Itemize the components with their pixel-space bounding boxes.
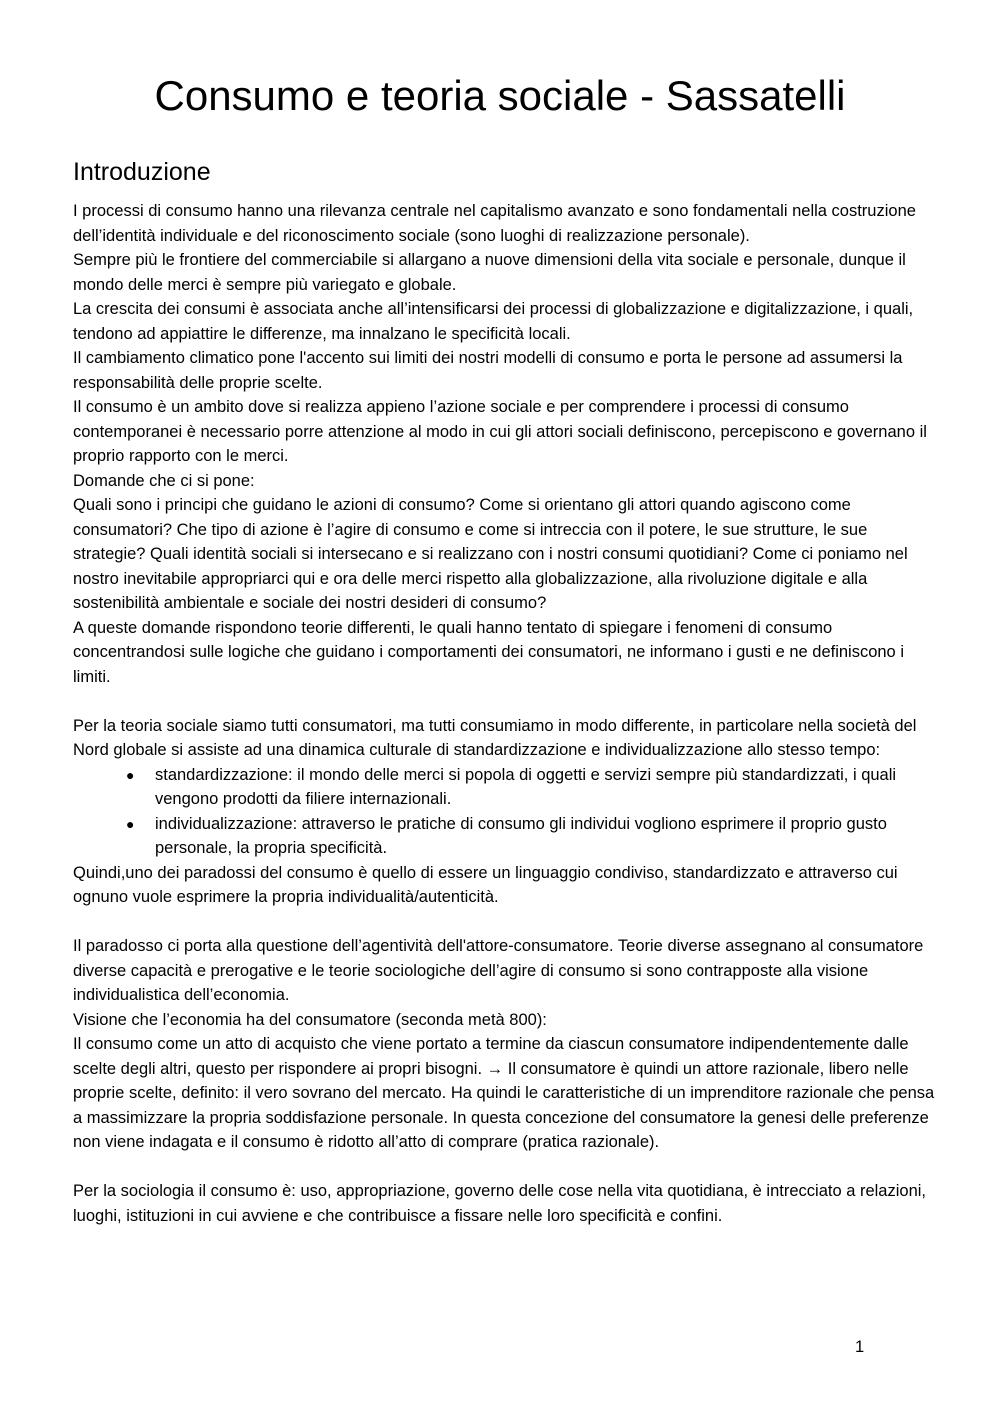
paragraph: Quali sono i principi che guidano le azioni di consumo? Come si orientano gli attori quando agiscono come consumatori? Che tipo di azione è l’agire di consumo e come si intreccia con il potere, le sue strutture, le sue strategie? Quali identità sociali si intersecano e si realizzano con i nostri consumi quotidiani? Come ci poniamo nel nostro inevitabile appropriarci qui e ora delle merci rispetto alla globalizzazione, alla rivoluzione digitale e alla sostenibilità ambientale e sociale dei nostri desideri di consumo? — [73, 496, 908, 612]
paragraph: Il paradosso ci porta alla questione dell’agentività dell'attore-consumatore. Teorie diverse assegnano al consumatore diverse capacità e prerogative e le teorie sociologiche dell’agire di consumo si sono contrapposte alla visione individualistica dell’economia. — [73, 937, 924, 1004]
paragraph: I processi di consumo hanno una rilevanza centrale nel capitalismo avanzato e sono fondamentali nella costruzione dell’identità individuale e del riconoscimento sociale (sono luoghi di realizzazione personale). — [73, 202, 916, 245]
blank-line — [73, 910, 943, 935]
document-title: Consumo e teoria sociale - Sassatelli — [154, 72, 846, 119]
paragraph: La crescita dei consumi è associata anche all’intensificarsi dei processi di globalizzazione e digitalizzazione, i quali, tendono ad appiattire le differenze, ma innalzano le specificità locali. — [73, 300, 914, 343]
blank-line — [73, 689, 943, 714]
paragraph: A queste domande rispondono teorie differenti, le quali hanno tentato di spiegare i fenomeni di consumo concentrandosi sulle logiche che guidano i comportamenti dei consumatori, ne informano i gusti e ne definiscono i limiti. — [73, 618, 904, 686]
paragraph: Il consumo è un ambito dove si realizza appieno l’azione sociale e per comprendere i processi di consumo contemporanei è necessario porre attenzione al modo in cui gli attori sociali definiscono, percepiscono e governano il proprio rapporto con le merci. — [73, 398, 927, 465]
paragraph: Per la sociologia il consumo è: uso, appropriazione, governo delle cose nella vita quotidiana, è intrecciato a relazioni, luoghi, istituzioni in cui avviene e che contribuisce a fissare nelle loro specificità e confini. — [73, 1182, 927, 1225]
paragraph: Visione che l’economia ha del consumatore (seconda metà 800): — [73, 1010, 547, 1029]
section-heading-introduzione: Introduzione — [73, 158, 211, 186]
page-number: 1 — [855, 1338, 865, 1356]
paragraph: Sempre più le frontiere del commerciabile si allargano a nuove dimensioni della vita sociale e personale, dunque il mondo delle merci è sempre più variegato e globale. — [73, 251, 906, 294]
blank-line — [73, 1155, 943, 1180]
list-item — [126, 812, 943, 861]
paragraph: Quindi,uno dei paradossi del consumo è quello di essere un linguaggio condiviso, standardizzato e attraverso cui ognuno vuole esprimere la propria individualità/autenticità. — [73, 863, 898, 906]
paragraph: Il consumo come un atto di acquisto che viene portato a termine da ciascun consumatore indipendentemente dalle scelte degli altri, questo per rispondere ai propri bisogni. → Il consumatore è quindi un attore razionale, libero nelle proprie scelte, definito: il vero sovrano del mercato. Ha quindi le caratteristiche di un imprenditore razionale che pensa a massimizzare la propria soddisfazione personale. In questa concezione del consumatore la genesi delle preferenze non viene indagata e il consumo è ridotto all’atto di comprare (pratica razionale). — [73, 1035, 935, 1151]
paragraph: Domande che ci si pone: — [73, 471, 255, 490]
bullet-icon: ● — [126, 766, 135, 783]
document-body — [73, 199, 943, 1228]
paragraph: Per la teoria sociale siamo tutti consumatori, ma tutti consumiamo in modo differente, in particolare nella società del Nord globale si assiste ad una dinamica culturale di standardizzazione e individualizzazione allo stesso tempo: — [73, 716, 917, 759]
list-item-text: standardizzazione: il mondo delle merci si popola di oggetti e servizi sempre più standardizzati, i quali vengono prodotti da filiere internazionali. — [155, 765, 897, 808]
list-item-text: individualizzazione: attraverso le pratiche di consumo gli individui vogliono esprimere il proprio gusto personale, la propria specificità. — [155, 814, 887, 857]
list-item — [126, 763, 943, 812]
bullet-list — [73, 763, 943, 861]
paragraph: Il cambiamento climatico pone l'accento sui limiti dei nostri modelli di consumo e porta le persone ad assumersi la responsabilità delle proprie scelte. — [73, 349, 903, 392]
bullet-icon: ● — [126, 815, 135, 832]
